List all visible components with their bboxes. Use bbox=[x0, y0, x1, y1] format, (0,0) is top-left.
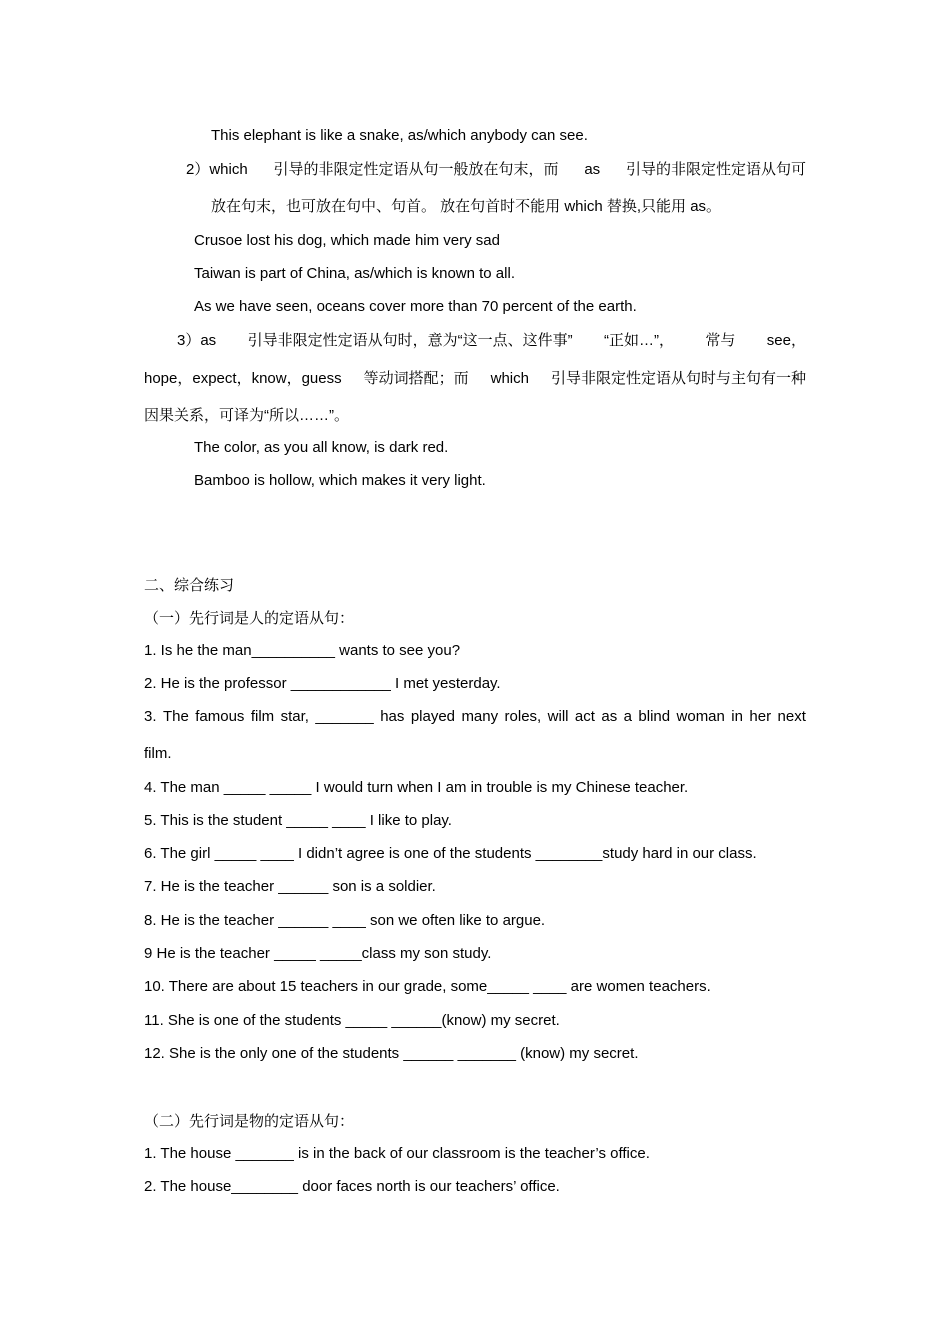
part2-title: （二）先行词是物的定语从句： bbox=[144, 1113, 355, 1130]
exercise-item: 8. He is the teacher ______ ____ son we often like to argue. bbox=[144, 912, 546, 929]
word: as bbox=[601, 708, 618, 725]
exercise-item-continued: film. bbox=[144, 745, 172, 762]
word: a bbox=[623, 708, 632, 725]
example-crusoe: Crusoe lost his dog, which made him very sad bbox=[194, 232, 500, 249]
word: 3）as bbox=[177, 332, 217, 349]
word: “正如…”， bbox=[603, 332, 674, 349]
exercise-item bbox=[144, 707, 806, 727]
exercise-item: 11. She is one of the students _____ ______(know) my secret. bbox=[144, 1012, 560, 1029]
exercise-item: 5. This is the student _____ ____ I like to play. bbox=[144, 812, 452, 829]
example-oceans: As we have seen, oceans cover more than 70 percent of the earth. bbox=[194, 298, 637, 315]
word: 引导非限定性定语从句时与主句有一种 bbox=[550, 370, 806, 387]
example-taiwan: Taiwan is part of China, as/which is known to all. bbox=[194, 265, 515, 282]
exercise-item: 10. There are about 15 teachers in our grade, some_____ ____ are women teachers. bbox=[144, 978, 711, 995]
word: many bbox=[461, 708, 499, 725]
word: star, bbox=[280, 708, 309, 725]
word: 引导的非限定性定语从句一般放在句末，而 bbox=[273, 161, 559, 178]
word: film bbox=[250, 708, 275, 725]
section-title: 二、综合练习 bbox=[144, 577, 235, 594]
word: her bbox=[749, 708, 772, 725]
exercise-item: 1. The house _______ is in the back of our classroom is the teacher’s office. bbox=[144, 1145, 650, 1162]
word: hope，expect，know，guess bbox=[144, 370, 342, 387]
word: has bbox=[380, 708, 405, 725]
exercise-item: 7. He is the teacher ______ son is a soldier. bbox=[144, 878, 436, 895]
word: 2）which bbox=[186, 161, 248, 178]
word: played bbox=[410, 708, 456, 725]
word: roles, bbox=[504, 708, 542, 725]
example-bamboo: Bamboo is hollow, which makes it very light. bbox=[194, 472, 486, 489]
word: 引导非限定性定语从句时，意为“这一点、这件事” bbox=[247, 332, 573, 349]
exercise-item: 4. The man _____ _____ I would turn when I am in trouble is my Chinese teacher. bbox=[144, 779, 689, 796]
exercise-item: 12. She is the only one of the students ______ _______ (know) my secret. bbox=[144, 1045, 639, 1062]
word: famous bbox=[195, 708, 245, 725]
word: woman bbox=[676, 708, 725, 725]
point3-line3: 因果关系，可译为“所以……”。 bbox=[144, 407, 349, 424]
word: 引导的非限定性定语从句可 bbox=[625, 161, 806, 178]
word: The bbox=[162, 708, 189, 725]
word: 3. bbox=[144, 708, 157, 725]
word: _______ bbox=[315, 708, 374, 725]
word: as bbox=[584, 161, 601, 178]
word: 等动词搭配；而 bbox=[363, 370, 469, 387]
word: will bbox=[547, 708, 569, 725]
exercise-item: 1. Is he the man__________ wants to see you? bbox=[144, 642, 461, 659]
point2-line2: 放在句末，也可放在句中、句首。 放在句首时不能用 which 替换,只能用 as。 bbox=[211, 198, 722, 215]
word: in bbox=[731, 708, 743, 725]
exercise-item: 2. He is the professor ____________ I met yesterday. bbox=[144, 675, 501, 692]
part1-title: （一）先行词是人的定语从句： bbox=[144, 610, 355, 627]
word: 常与 bbox=[705, 332, 736, 349]
word: next bbox=[777, 708, 806, 725]
point3-line2 bbox=[144, 369, 806, 389]
point2-line1 bbox=[186, 160, 806, 180]
word: act bbox=[574, 708, 595, 725]
word: blind bbox=[638, 708, 671, 725]
word: see， bbox=[766, 332, 806, 349]
example-snake: This elephant is like a snake, as/which anybody can see. bbox=[211, 127, 588, 144]
exercise-item: 2. The house________ door faces north is our teachers’ office. bbox=[144, 1178, 560, 1195]
example-color: The color, as you all know, is dark red. bbox=[194, 439, 449, 456]
word: which bbox=[490, 370, 529, 387]
exercise-item: 6. The girl _____ ____ I didn’t agree is one of the students ________study hard in our class. bbox=[144, 845, 757, 862]
point3-line1 bbox=[177, 331, 806, 351]
exercise-item: 9 He is the teacher _____ _____class my son study. bbox=[144, 945, 492, 962]
